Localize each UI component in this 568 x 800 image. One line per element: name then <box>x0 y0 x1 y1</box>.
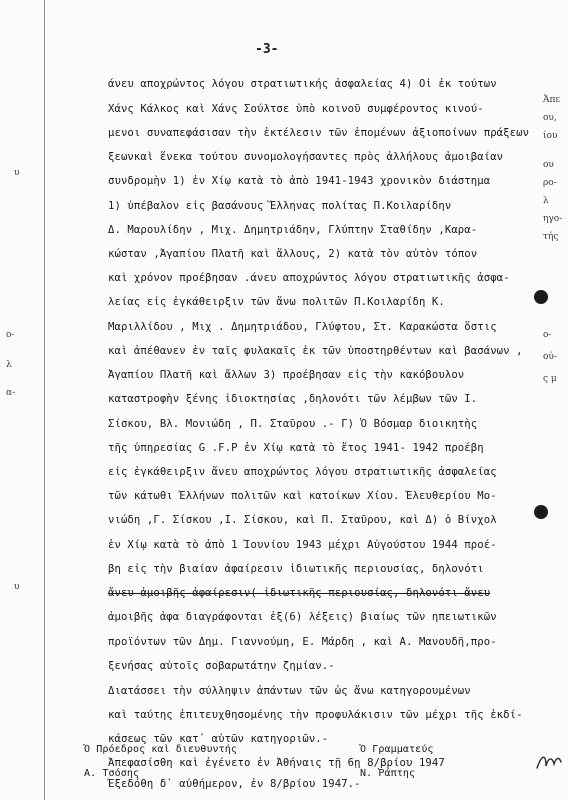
margin-fragment-left: ο- <box>6 330 15 340</box>
text-line: προϊόντων τῶν Δημ. Γιαννούμη, Ε. Μάρδη , καὶ Α. Μανουδῆ,προ- <box>108 636 497 648</box>
signature-name-left: Α. Τσόσης <box>84 768 140 779</box>
signature-name-right: Ν. Ῥάπτης <box>360 768 416 779</box>
margin-fragment-right: λ <box>543 196 549 206</box>
signature-title-left: Ὁ Πρόεδρος καὶ διευθυντής <box>84 744 238 755</box>
punch-hole <box>534 505 548 519</box>
text-line: άνευ αποχρώντος λόγου στρατιωτικής ἀσφαλείας 4) Οἱ ἐκ τούτων <box>108 78 497 90</box>
text-line: ἐν Χίῳ κατὰ τὸ ἀπὸ 1 Ἰουνίου 1943 μέχρι Αὐγούστου 1944 προέ- <box>108 539 497 551</box>
date-line: Ἀπεφασίσθη καὶ ἐγένετο ἐν Ἀθήναις τῇ 6ῃ 8/βρίου 1947 <box>108 757 445 769</box>
punch-hole <box>534 290 548 304</box>
text-line: ξενήσας αὐτοῖς σοβαρωτάτην ζημίαν.- <box>108 660 335 672</box>
text-line: καὶ χρόνον προέβησαν .άνευ αποχρώντος λόγου στρατιωτικῆς ἀσφα- <box>108 272 510 284</box>
text-line: μενοι συναπεφάσισαν τὴν ἐκτέλεσιν τῶν ἑπομένων ἀξιοποίνων πράξεων <box>108 127 530 139</box>
text-line: συνδρομὴν 1) ἐν Χίῳ κατὰ τὸ ἀπὸ 1941-1943 χρονικὸν διάστημα <box>108 175 491 187</box>
text-line: τῆς ὑπηρεσίας G .F.P ἐν Χίῳ κατὰ τὸ ἔτος 1941- 1942 προέβη <box>108 442 484 454</box>
text-line: ξεωνκαὶ ἕνεκα τούτου συνομολογήσαντες πρὸς ἀλλήλους ἀμοιβαίαν <box>108 151 504 163</box>
margin-fragment-right: ο- <box>543 330 552 340</box>
text-line: Ἀγαπίου Πλατῆ καὶ ἄλλων 3) προέβησαν εἰς τὴν κακόβουλον <box>108 369 465 381</box>
text-line: βη εἰς τὴν βιαίαν ἀφαίρεσιν ἰδιωτικῆς περιουσίας, δηλονότι <box>108 563 484 575</box>
text-line: 1) ὑπέβαλον εἰς βασάνους Ἕλληνας πολίτας Π.Κοιλαρίδην <box>108 200 452 212</box>
margin-fragment-right: ηγο- <box>543 214 563 224</box>
text-line: καταστροφὴν ξένης ἰδιοκτησίας ,δηλονότι τῶν λέμβων τῶν Ι. <box>108 393 478 405</box>
signature-title-right: Ὁ Γραμματεύς <box>360 744 434 755</box>
ink-initial-mark <box>534 748 564 774</box>
margin-fragment-left: α- <box>6 388 16 398</box>
text-line: τῶν κάτωθι Ἑλλήνων πολιτῶν καὶ κατοίκων Χίου. Ἐλευθερίου Μο- <box>108 490 497 502</box>
margin-fragment-right: τής <box>543 232 559 242</box>
text-line: εἰς ἐγκάθειρξιν ἄνευ αποχρώντος λόγου στρατιωτικῆς ἀσφαλείας <box>108 466 497 478</box>
text-line: κώσταν ,Ἀγαπίου Πλατῆ καὶ ἄλλους, 2) κατὰ τὸν αὐτὸν τόπον <box>108 248 478 260</box>
text-line: καὶ ἀπέθανεν ἐν ταῖς φυλακαῖς ἐκ τῶν ὑποστηρθέντων καὶ βασάνων , <box>108 345 523 357</box>
margin-fragment-left: υ <box>14 582 20 592</box>
margin-fragment-right: Ἀπε <box>543 95 561 105</box>
text-line: Σίσκου, Βλ. Μονιώδη , Π. Σταῦρου .- Γ) Ὁ Βόσμαρ διοικητὴς <box>108 418 478 430</box>
text-line: Χάνς Κάλκος καὶ Χάνς Σούλτσε ὑπὸ κοινοῦ συμφέροντος κινού- <box>108 103 484 115</box>
text-line: Δ. Μαρουλίδην , Μιχ. Δημητριάδην, Γλύπτην Σταθίδην ,Καρα- <box>108 224 478 236</box>
text-line: καὶ ταύτης ἐπιτευχθησομένης τὴν προφυλάκισιν τῶν μέχρι τῆς ἐκδί- <box>108 709 523 721</box>
struck-text-line: ἄνευ ἀμοιβῆς ἀφαίρεσιν( ἰδιωτικῆς περιουσίας, δηλονότι ἄνευ <box>108 587 491 599</box>
margin-fragment-right: ς μ <box>543 374 557 384</box>
margin-fragment-right: ίου <box>543 131 558 141</box>
margin-fragment-left: υ <box>14 168 20 178</box>
margin-fragment-right: ού- <box>543 352 557 362</box>
text-line: Διατάσσει τὴν σύλληψιν ἁπάντων τῶν ὡς ἄνω κατηγορουμένων <box>108 685 471 697</box>
page-number: -3- <box>255 42 279 57</box>
text-line: κάσεως τῶν κατ᾽ αὐτῶν κατηγοριῶν.- <box>108 733 329 745</box>
margin-fragment-left: λ <box>6 360 12 370</box>
margin-fragment-right: ου, <box>543 113 557 123</box>
text-line: Μαριλλίδου , Μιχ . Δημητριάδου, Γλύφτου, Στ. Καρακώστα ὅστις <box>108 321 497 333</box>
text-line: ἀμοιβῆς ἀφα διαγράφονται ἐξ(6) λέξεις) βιαίως τῶν ηπειωτικῶν <box>108 611 497 623</box>
date-line: Ἐξεδόθη δ᾽ αὐθήμερον, ἐν 8/βρίου 1947.- <box>108 778 361 790</box>
binding-line <box>44 0 45 800</box>
text-line: λείας εἰς ἐγκάθειρξιν τῶν ἄνω πολιτῶν Π.Κοιλαρίδη Κ. <box>108 296 445 308</box>
margin-fragment-right: ου <box>543 160 554 170</box>
text-line: νιώδη ,Γ. Σίσκου ,Ι. Σίσκου, καὶ Π. Σταῦρου, καὶ Δ) ὁ Βίνχολ <box>108 514 497 526</box>
margin-fragment-right: ρο- <box>543 178 557 188</box>
